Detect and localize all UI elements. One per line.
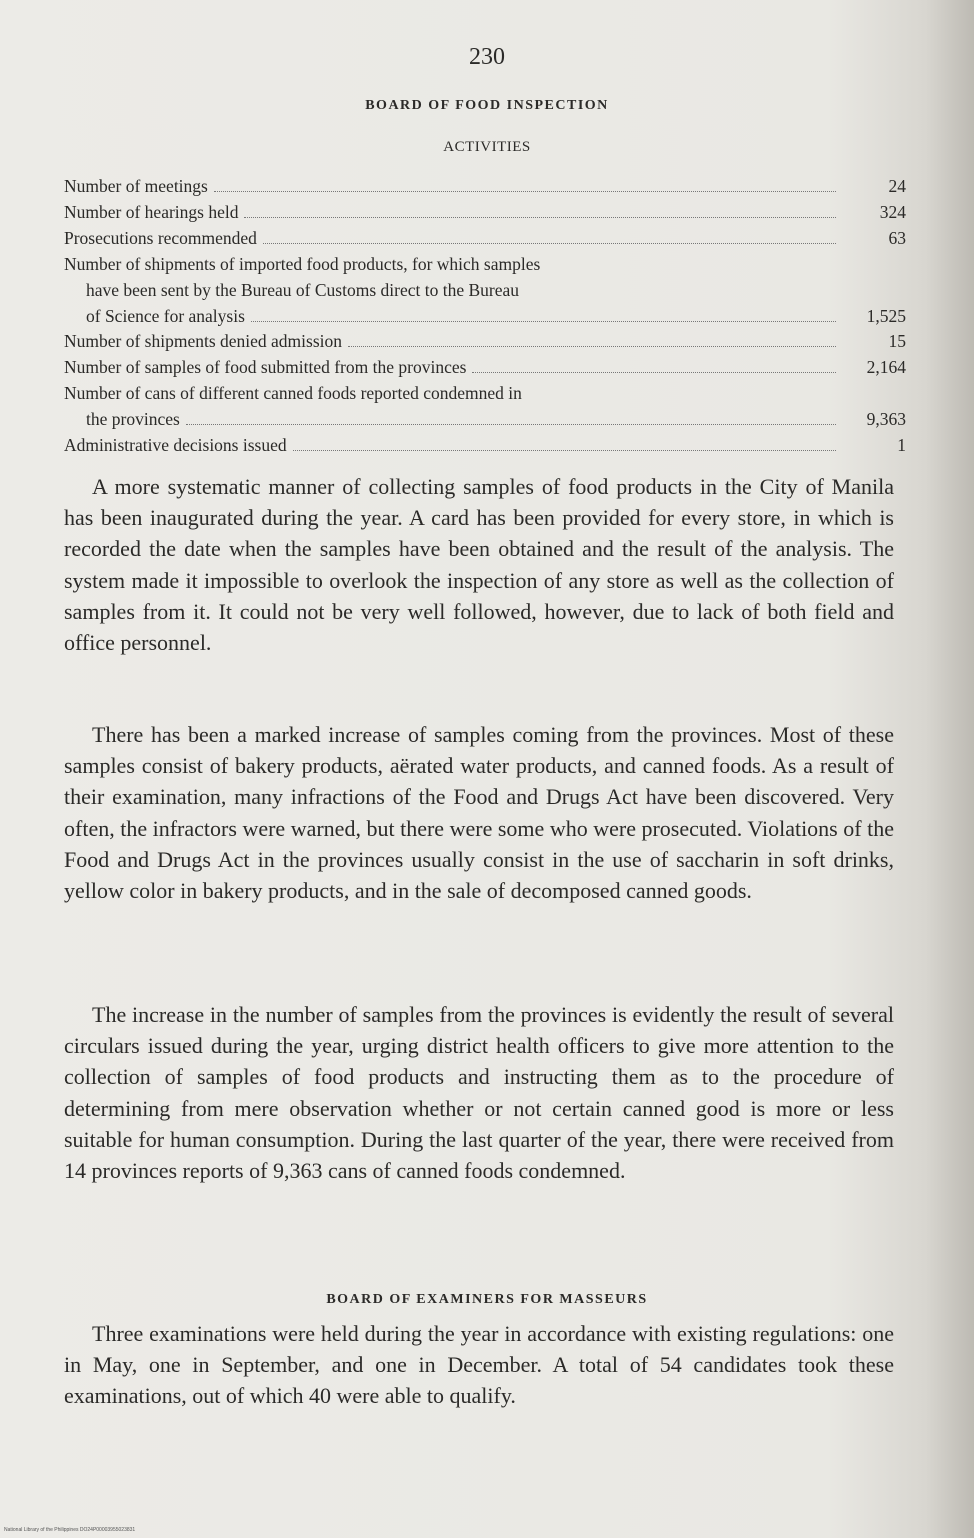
row-value: 9,363 <box>866 409 906 430</box>
dot-leader <box>214 191 836 192</box>
dot-leader <box>263 243 836 244</box>
paragraph-circulars <box>64 999 894 1186</box>
footer-watermark: National Library of the Philippines DO24P00003955023831 <box>4 1527 136 1533</box>
dot-leader <box>244 217 836 218</box>
paragraph-text: There has been a marked increase of samples coming from the provinces. Most of these samples consist of bakery products, aërated water products, and canned foods. As a result of their examination, many infractions of the Food and Drugs Act have been discovered. Very often, the infractors were warned, but there were some who were prosecuted. Violations of the Food and Drugs Act in the provinces usually consist in the use of saccharin in soft drinks, yellow color in bakery products, and in the sale of decomposed canned goods. <box>64 722 894 904</box>
dot-leader <box>293 450 836 451</box>
table-row <box>64 226 906 252</box>
paragraph-text: Three examinations were held during the year in accordance with existing regulations: one in May, one in September, and one in December. A total of 54 candidates took these examinations, out of which 40 were able to qualify. <box>64 1321 894 1409</box>
row-label: Administrative decisions issued <box>64 435 287 456</box>
table-row <box>64 433 906 459</box>
page-number: 230 <box>469 44 505 70</box>
paragraph-examinations <box>64 1318 894 1412</box>
dot-leader <box>186 424 836 425</box>
table-row <box>64 329 906 355</box>
row-label-line: have been sent by the Bureau of Customs direct to the Bureau <box>86 279 520 300</box>
table-row <box>64 252 906 330</box>
paragraph-sampling-system <box>64 471 894 658</box>
dot-leader <box>348 346 836 347</box>
row-label: Number of meetings <box>64 176 208 196</box>
table-row <box>64 381 906 433</box>
row-value: 1 <box>897 435 906 456</box>
section-title-masseurs: BOARD OF EXAMINERS FOR MASSEURS <box>326 1292 648 1307</box>
row-label: Number of shipments denied admission <box>64 331 343 352</box>
table-row <box>64 174 906 200</box>
paragraph-provincial-samples <box>64 719 894 906</box>
row-label-line: of Science for analysis <box>86 305 245 326</box>
dot-leader <box>251 321 836 322</box>
row-label: Number of samples of food submitted from the provinces <box>64 357 467 378</box>
activities-table <box>64 174 906 459</box>
row-value: 2,164 <box>866 357 906 378</box>
row-label-line: Number of shipments of imported food products, for which samples <box>64 253 541 274</box>
paragraph-text: The increase in the number of samples from the provinces is evidently the result of several circulars issued during the year, urging district health officers to give more attention to the collection of samples of food products and instructing them as to the procedure of determining from mere observation whether or not certain canned good is more or less suitable for human consumption. During the last quarter of the year, there were received from 14 provinces reports of 9,363 cans of canned foods condemned. <box>64 1002 894 1184</box>
table-row <box>64 355 906 381</box>
row-value: 24 <box>888 176 906 196</box>
row-label-line: Number of cans of different canned foods reported condemned in <box>64 383 522 404</box>
table-row <box>64 200 906 226</box>
row-label: Prosecutions recommended <box>64 227 257 248</box>
section-title-food-inspection: BOARD OF FOOD INSPECTION <box>365 98 609 113</box>
dot-leader <box>472 372 836 373</box>
row-value: 324 <box>879 201 906 222</box>
section-subtitle-activities: ACTIVITIES <box>443 139 531 155</box>
row-value: 1,525 <box>866 305 906 326</box>
row-value: 15 <box>888 331 906 352</box>
row-value: 63 <box>888 227 906 248</box>
row-label: Number of hearings held <box>64 201 239 222</box>
paragraph-text: A more systematic manner of collecting samples of food products in the City of Manila has been inaugurated during the year. A card has been provided for every store, in which is recorded the date when the samples have been obtained and the result of the analysis. The system made it impossible to overlook the inspection of any store as well as the collection of samples from it. It could not be very well followed, however, due to lack of both field and office personnel. <box>64 474 894 656</box>
row-label-line: the provinces <box>86 409 180 430</box>
